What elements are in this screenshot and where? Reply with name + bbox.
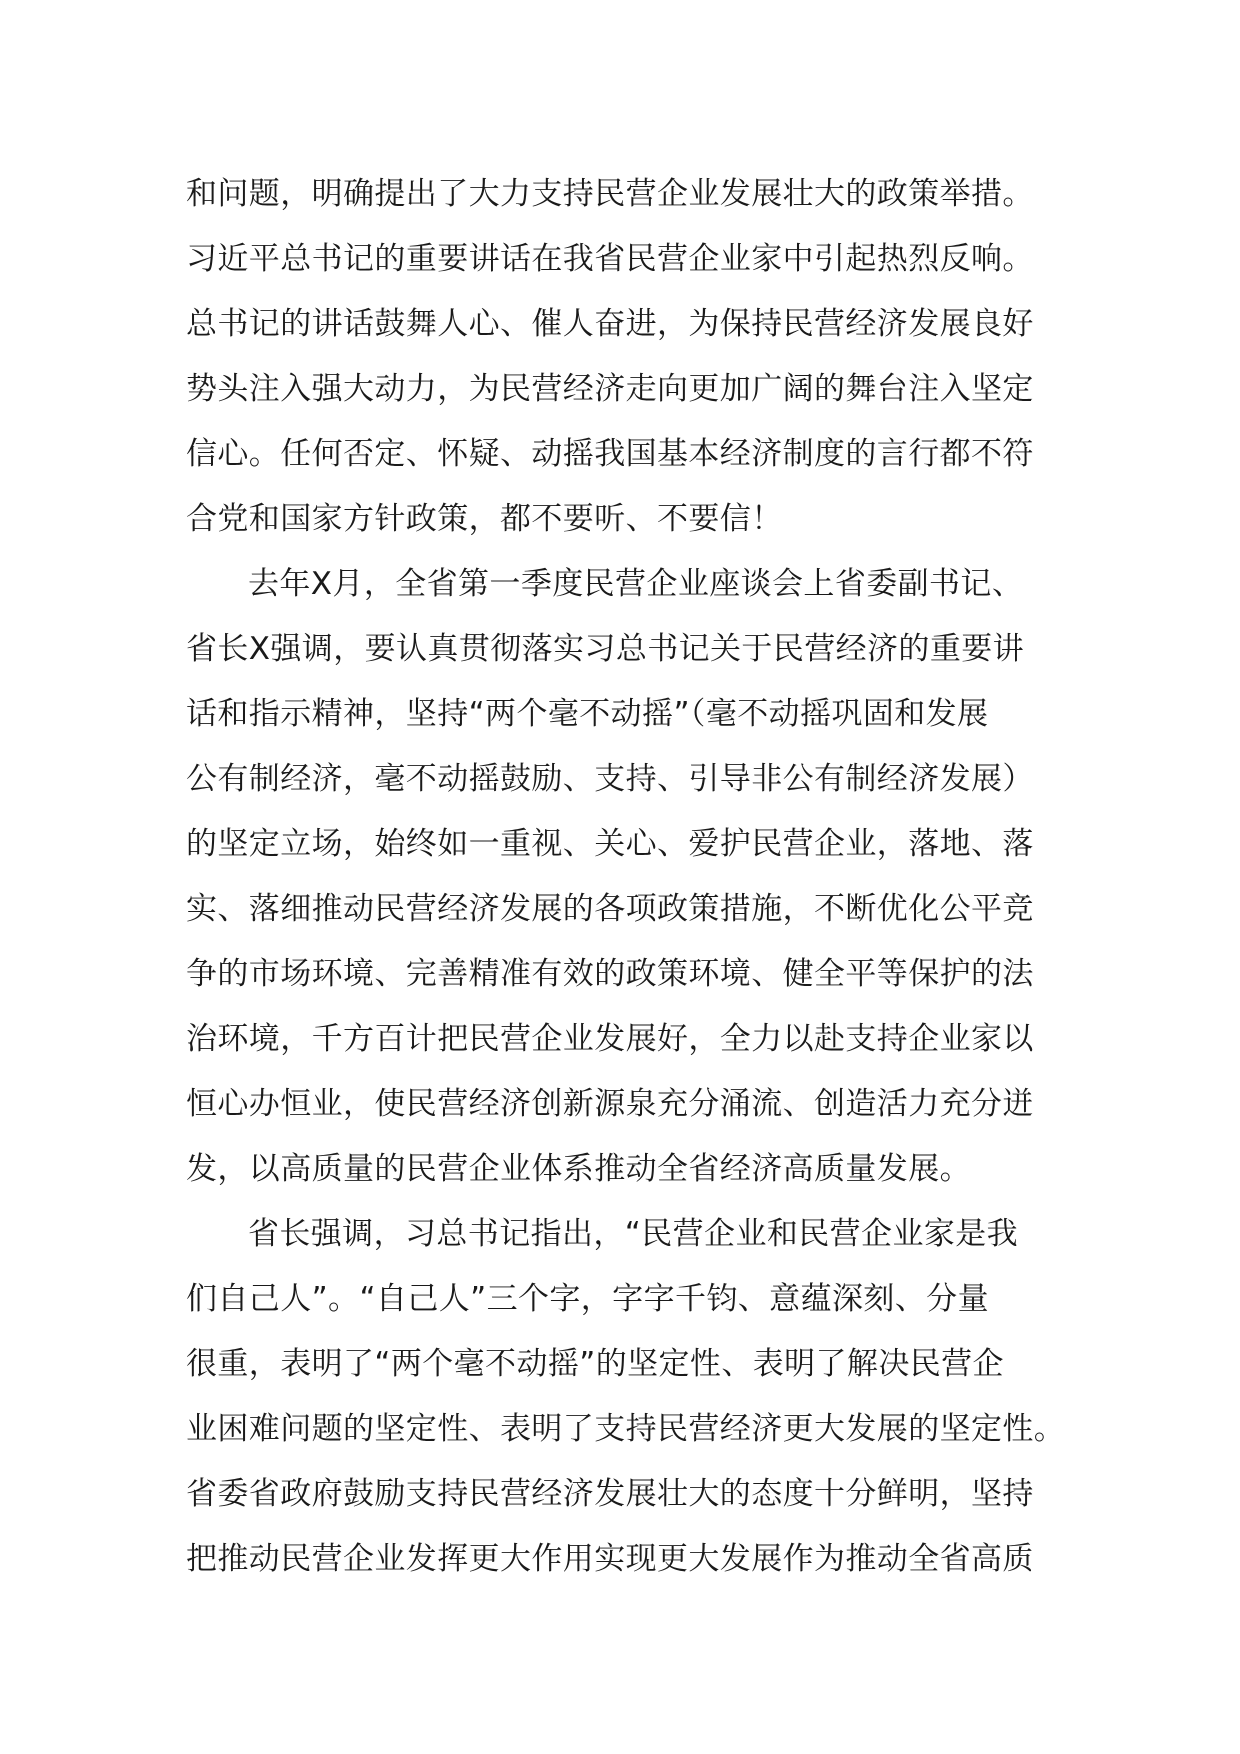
text-line: 和问题，明确提出了大力支持民营企业发展壮大的政策举措。	[186, 176, 1034, 212]
text-line: 发，以高质量的民营企业体系推动全省经济高质量发展。	[186, 1151, 971, 1187]
text-line: 很重，表明了“两个毫不动摇”的坚定性、表明了解决民营企	[186, 1346, 1004, 1382]
text-line: 习近平总书记的重要讲话在我省民营企业家中引起热烈反响。	[186, 241, 1034, 277]
text-line: 公有制经济，毫不动摇鼓励、支持、引导非公有制经济发展）	[186, 761, 1034, 797]
body-text	[186, 162, 1066, 1592]
text-line: 实、落细推动民营经济发展的各项政策措施，不断优化公平竞	[186, 891, 1034, 927]
text-line: 争的市场环境、完善精准有效的政策环境、健全平等保护的法	[186, 956, 1034, 992]
text-line: 的坚定立场，始终如一重视、关心、爱护民营企业，落地、落	[186, 826, 1034, 862]
paragraph-first-line: 去年X月，全省第一季度民营企业座谈会上省委副书记、	[248, 566, 1024, 602]
paragraph-first-line: 省长强调，习总书记指出，“民营企业和民营企业家是我	[248, 1216, 1019, 1252]
text-line: 信心。任何否定、怀疑、动摇我国基本经济制度的言行都不符	[186, 436, 1034, 472]
text-line: 恒心办恒业，使民营经济创新源泉充分涌流、创造活力充分迸	[186, 1086, 1034, 1122]
text-line: 势头注入强大动力，为民营经济走向更加广阔的舞台注入坚定	[186, 371, 1034, 407]
text-line: 话和指示精神，坚持“两个毫不动摇”（毫不动摇巩固和发展	[186, 696, 989, 732]
text-line: 合党和国家方针政策，都不要听、不要信！	[186, 501, 783, 537]
text-line: 总书记的讲话鼓舞人心、催人奋进，为保持民营经济发展良好	[186, 306, 1034, 342]
text-line: 治环境，千方百计把民营企业发展好，全力以赴支持企业家以	[186, 1021, 1034, 1057]
text-line: 省委省政府鼓励支持民营经济发展壮大的态度十分鲜明，坚持	[186, 1476, 1034, 1512]
text-line: 们自己人”。“自己人”三个字，字字千钧、意蕴深刻、分量	[186, 1281, 989, 1317]
text-line: 业困难问题的坚定性、表明了支持民营经济更大发展的坚定性。	[186, 1411, 1066, 1447]
text-line: 省长X强调，要认真贯彻落实习总书记关于民营经济的重要讲	[186, 631, 1025, 667]
text-line: 把推动民营企业发挥更大作用实现更大发展作为推动全省高质	[186, 1541, 1034, 1577]
